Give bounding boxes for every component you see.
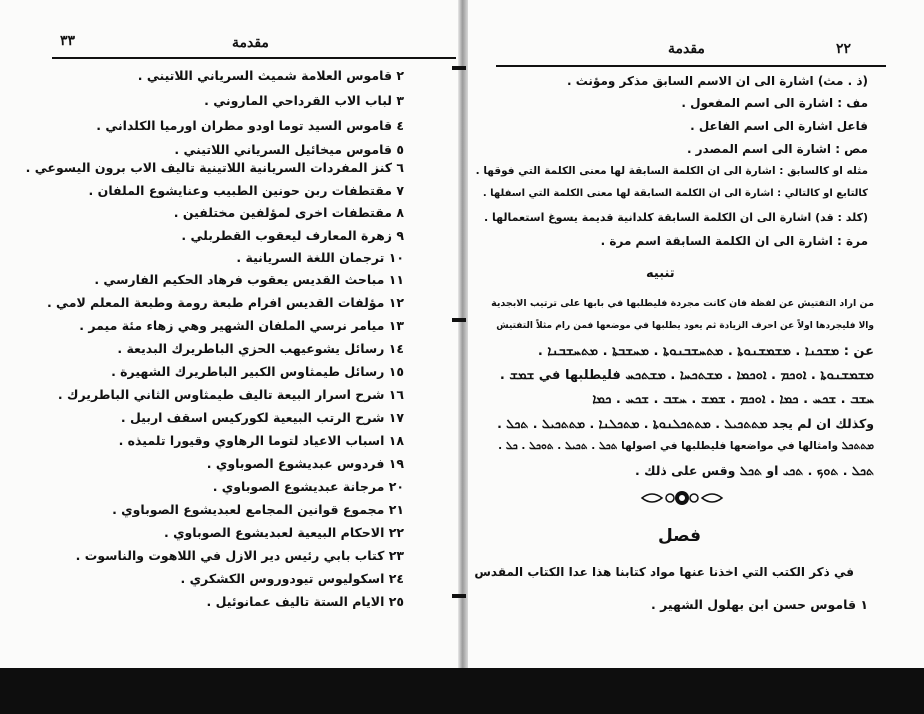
sources-first-item: ١ قاموس حسن ابن بهلول الشهير . xyxy=(651,597,868,612)
section-subtitle: في ذكر الكتب التي اخذنا عنها مواد كتابنا هذا عدا الكتاب المقدس xyxy=(474,565,854,579)
list-item: ١٥ رسائل طيمثاوس الكبير الباطريرك الشهيرة . xyxy=(111,364,404,379)
list-item: ٢١ مجموع قوانين المجامع لعبديشوع الصوباوي . xyxy=(112,502,404,517)
list-item: ١٧ شرح الرتب البيعية لكوركيس اسقف اربيل . xyxy=(120,410,404,425)
notice-line: من اراد التفتيش عن لفظة فان كانت مجردة فليطلبها في بابها على ترتيب الابجدية xyxy=(491,298,874,309)
right-page-number: ٢٢ xyxy=(836,41,852,57)
list-item: ١١ مباحث القديس يعقوب فرهاد الحكيم الفارسي . xyxy=(94,272,404,287)
scanner-edge xyxy=(0,668,924,714)
list-item: ٢ قاموس العلامة شميث السرياني اللاتيني . xyxy=(137,68,404,83)
list-item: ٩ زهرة المعارف ليعقوب القطربلي . xyxy=(181,228,404,243)
decorative-ornament xyxy=(640,488,724,508)
notice-line: ܚܫܒ . ܫܟܚ . ܟܡܐ . ܐܘܟܡ . ܫܡܫ . ܚܫܒ . ܫܟܚ . ܟܡܐ xyxy=(592,392,874,407)
list-item: ١٩ فردوس عبديشوع الصوباوي . xyxy=(206,456,404,471)
list-item: ٢٣ كتاب بابي رئيس دير الازل في اللاهوت والناسوت . xyxy=(75,548,404,563)
book-gutter xyxy=(458,0,468,668)
abbreviation-line: (كلد : قد) اشارة الى ان الكلمة السابقة كلدانية قديمة يسوغ استعمالها . xyxy=(484,211,868,224)
list-item: ٦ كنز المفردات السريانية اللاتينية تاليف الاب برون اليسوعي . xyxy=(25,160,404,175)
right-header-title: مقدمة xyxy=(668,41,705,57)
left-page-number: ٣٣ xyxy=(60,33,76,49)
list-item: ١٤ رسائل يشوعيهب الحزي الباطريرك البديعة . xyxy=(117,341,404,356)
gutter-mark xyxy=(452,594,466,598)
list-item: ٢٢ الاحكام البيعية لعبديشوع الصوباوي . xyxy=(163,525,404,540)
list-item: ٧ مقتطفات ربن حونين الطبيب وعنايشوع الملفان . xyxy=(88,183,404,198)
notice-line: وكذلك ان لم يجد ܡܬܬܟܝܠ . ܡܬܬܟܠܢܘܬܐ . ܡܬܟܠܢܐ . ܡܬܬܟܝܠ . ܬܟܠ . xyxy=(497,416,874,431)
left-page xyxy=(0,0,462,668)
list-item: ١٣ ميامر نرسي الملفان الشهير وهي زهاء مئة ميمر . xyxy=(79,318,404,333)
right-header-rule xyxy=(496,65,886,67)
abbreviation-line: كالتابع او كالتالي : اشارة الى ان الكلمة السابقة لها معنى الكلمة التي اسفلها . xyxy=(482,188,868,199)
list-item: ٢٥ الايام الستة تاليف عمانوئيل . xyxy=(206,594,404,609)
right-page xyxy=(462,0,924,668)
abbreviation-line: فاعل اشارة الى اسم الفاعل . xyxy=(690,119,868,133)
list-item: ٥ قاموس ميخائيل السرياني اللاتيني . xyxy=(174,142,404,157)
list-item: ٤ قاموس السيد توما اودو مطران اورميا الكلداني . xyxy=(96,118,404,133)
notice-title: تنبيه xyxy=(646,266,675,281)
abbreviation-line: مثله او كالسابق : اشارة الى ان الكلمة السابقة لها معنى الكلمة التي فوقها . xyxy=(475,165,868,177)
list-item: ٣ لباب الاب القرداحي الماروني . xyxy=(204,93,404,108)
notice-line: عن : ܡܫܟܢܐ . ܡܫܡܫܢܘܬܐ . ܡܬܚܫܒܢܘܬܐ . ܡܚܫܒܬܐ . ܡܬܚܫܒܢܐ . xyxy=(537,344,874,359)
notice-line: ܬܟܠ . ܬܘܟ . ܬܟܝ او ܬܟܠ وقس على ذلك . xyxy=(634,463,874,478)
notice-line: والا فليجردها اولاً عن احرف الزيادة ثم يعود يطلبها في موضعها فمن رام مثلاً التفتيش xyxy=(496,321,874,331)
list-item: ١٢ مؤلفات القديس افرام طبعة رومة وطبعة المعلم لامي . xyxy=(46,295,404,310)
list-item: ٨ مقتطفات اخرى لمؤلفين مختلفين . xyxy=(173,205,404,220)
notice-line: ܡܬܬܟܠ وامثالها في مواضعها فليطلبها في اصولها ܬܟܠ . ܬܟܝܠ . ܬܘܟܠ . ܟܠ . xyxy=(498,440,874,452)
section-title: فصل xyxy=(658,526,702,546)
list-item: ١٦ شرح اسرار البيعة تاليف طيمثاوس الثاني الباطريرك . xyxy=(57,387,404,402)
notice-line: ܡܫܡܫܢܘܬܐ . ܐܘܟܡ . ܐܘܟܡܐ . ܡܫܬܟܚܐ . ܡܫܬܟܚ فليطلبها في ܫܡܫ . xyxy=(499,368,874,383)
abbreviation-line: مص : اشارة الى اسم المصدر . xyxy=(686,142,868,156)
list-item: ٢٠ مرجانة عبديشوع الصوباوي . xyxy=(212,479,404,494)
abbreviation-line: مرة : اشارة الى ان الكلمة السابقة اسم مرة . xyxy=(600,234,868,248)
left-header-title: مقدمة xyxy=(232,35,269,51)
list-item: ١٨ اسباب الاعياد لتوما الرهاوي وقيورا تلميذه . xyxy=(118,433,404,448)
list-item: ١٠ ترجمان اللغة السريانية . xyxy=(236,250,404,265)
left-header-rule xyxy=(52,57,456,59)
list-item: ٢٤ اسكوليوس تيودوروس الكشكري . xyxy=(180,571,404,586)
gutter-mark xyxy=(452,66,466,70)
gutter-mark xyxy=(452,318,466,322)
abbreviation-line: (ﺫ . ﻣﺚ) اشارة الى ان الاسم السابق مذكر ومؤنث . xyxy=(566,74,868,88)
abbreviation-line: مف : اشارة الى اسم المفعول . xyxy=(681,96,868,110)
